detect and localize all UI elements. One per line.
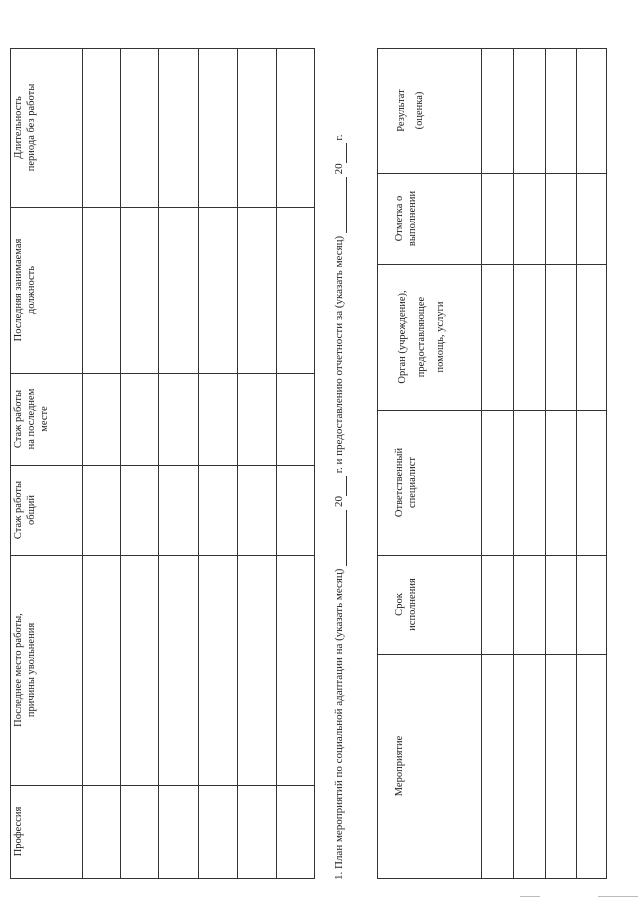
header-text: Последняя занимаемая должность: [13, 238, 37, 342]
caption-text-1: 1. План мероприятий по социальной адаптации на (указать месяц): [333, 568, 345, 880]
header-text: Ответственный специалист: [394, 447, 418, 518]
header-last-workplace: [12, 555, 82, 785]
caption-text-3: г.: [333, 134, 345, 141]
header-activity: [379, 654, 479, 878]
header-text: Мероприятие: [394, 735, 405, 797]
header-text: Профессия: [13, 806, 24, 857]
header-text: Последнее место работы, причины увольнения: [13, 613, 37, 727]
caption-year-2: 20: [333, 163, 345, 175]
caption-year-blank-2: [333, 143, 347, 163]
header-text: Длительность периода без работы: [13, 83, 37, 172]
header-agency: [379, 264, 479, 410]
scan-mark: [520, 896, 540, 897]
header-text: Срок исполнения: [394, 578, 418, 631]
caption-month-blank-1: [333, 510, 347, 566]
header-text: Результат (оценка): [396, 89, 425, 132]
header-text: Стаж работы общий: [13, 480, 37, 540]
header-profession: [12, 785, 82, 878]
header-total-experience: [12, 465, 82, 555]
header-text: Орган (учреждение), предоставляющее помощь, услуги: [397, 290, 446, 384]
header-completion-mark: [379, 173, 479, 264]
caption-year-blank-1: [333, 476, 347, 496]
header-responsible: [379, 410, 479, 555]
caption-year-1: 20: [333, 496, 345, 508]
header-last-place-experience: [12, 373, 82, 465]
caption-month-blank-2: [333, 177, 347, 233]
header-unemployment-duration: [12, 48, 82, 207]
plan-caption: [333, 135, 347, 880]
caption-text-2: г. и предоставлению отчетности за (указать месяц): [333, 235, 345, 474]
header-text: Стаж работы на последнем месте: [13, 388, 50, 450]
header-last-position: [12, 207, 82, 373]
header-deadline: [379, 555, 479, 654]
header-text: Отметка о выполнении: [394, 190, 418, 247]
header-result: [379, 48, 479, 173]
scan-mark: [598, 896, 638, 897]
